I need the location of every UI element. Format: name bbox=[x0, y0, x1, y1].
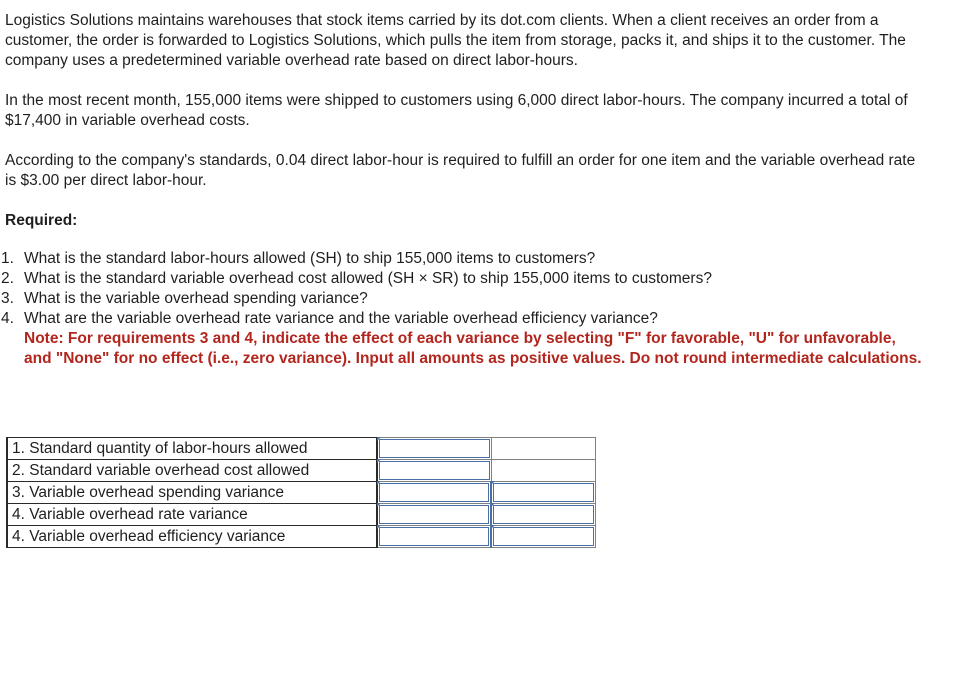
effect-select[interactable] bbox=[491, 482, 596, 504]
question-text: What is the standard labor-hours allowed (SH) to ship 155,000 items to customers? bbox=[24, 250, 596, 267]
question-item bbox=[1, 249, 925, 269]
amount-input[interactable] bbox=[377, 526, 491, 548]
question-item bbox=[1, 269, 925, 289]
empty-cell bbox=[491, 438, 596, 460]
amount-input[interactable] bbox=[377, 438, 491, 460]
problem-content bbox=[1, 11, 925, 369]
problem-paragraph-3: According to the company's standards, 0.04 direct labor-hour is required to fulfill an order for one item and the variable overhead rate is $3.00 per direct labor-hour. bbox=[5, 152, 916, 189]
answer-row bbox=[7, 438, 596, 460]
required-heading: Required: bbox=[5, 212, 78, 229]
question-list bbox=[1, 249, 925, 329]
amount-input[interactable] bbox=[377, 460, 491, 482]
answer-table bbox=[6, 437, 596, 548]
question-number: 4. bbox=[1, 310, 14, 327]
amount-input[interactable] bbox=[377, 504, 491, 526]
question-number: 2. bbox=[1, 270, 14, 287]
row-label: 4. Variable overhead rate variance bbox=[7, 504, 377, 526]
amount-input[interactable] bbox=[377, 482, 491, 504]
question-text: What are the variable overhead rate variance and the variable overhead efficiency variance? bbox=[24, 310, 658, 327]
answer-row bbox=[7, 526, 596, 548]
answer-row bbox=[7, 482, 596, 504]
question-item bbox=[1, 289, 925, 309]
row-label: 2. Standard variable overhead cost allowed bbox=[7, 460, 377, 482]
answer-row bbox=[7, 460, 596, 482]
question-text: What is the variable overhead spending variance? bbox=[24, 290, 368, 307]
row-label: 1. Standard quantity of labor-hours allowed bbox=[7, 438, 377, 460]
effect-select[interactable] bbox=[491, 504, 596, 526]
question-number: 1. bbox=[1, 250, 14, 267]
question-text: What is the standard variable overhead cost allowed (SH × SR) to ship 155,000 items to customers? bbox=[24, 270, 712, 287]
row-label: 4. Variable overhead efficiency variance bbox=[7, 526, 377, 548]
instruction-note: Note: For requirements 3 and 4, indicate the effect of each variance by selecting "F" for favorable, "U" for unfavorable, and "None" for no effect (i.e., zero variance). Input all amounts as positive values. Do not round intermediate calculations. bbox=[24, 330, 922, 367]
effect-select[interactable] bbox=[491, 526, 596, 548]
problem-paragraph-2: In the most recent month, 155,000 items were shipped to customers using 6,000 direct labor-hours. The company incurred a total of $17,400 in variable overhead costs. bbox=[5, 92, 908, 129]
empty-cell bbox=[491, 460, 596, 482]
question-number: 3. bbox=[1, 290, 14, 307]
answer-row bbox=[7, 504, 596, 526]
row-label: 3. Variable overhead spending variance bbox=[7, 482, 377, 504]
question-item bbox=[1, 309, 925, 329]
problem-paragraph-1: Logistics Solutions maintains warehouses that stock items carried by its dot.com clients. When a client receives an order from a customer, the order is forwarded to Logistics Solutions, which pulls the item from storage, packs it, and ships it to the customer. The company uses a predetermined variable overhead rate based on direct labor-hours. bbox=[5, 12, 906, 69]
